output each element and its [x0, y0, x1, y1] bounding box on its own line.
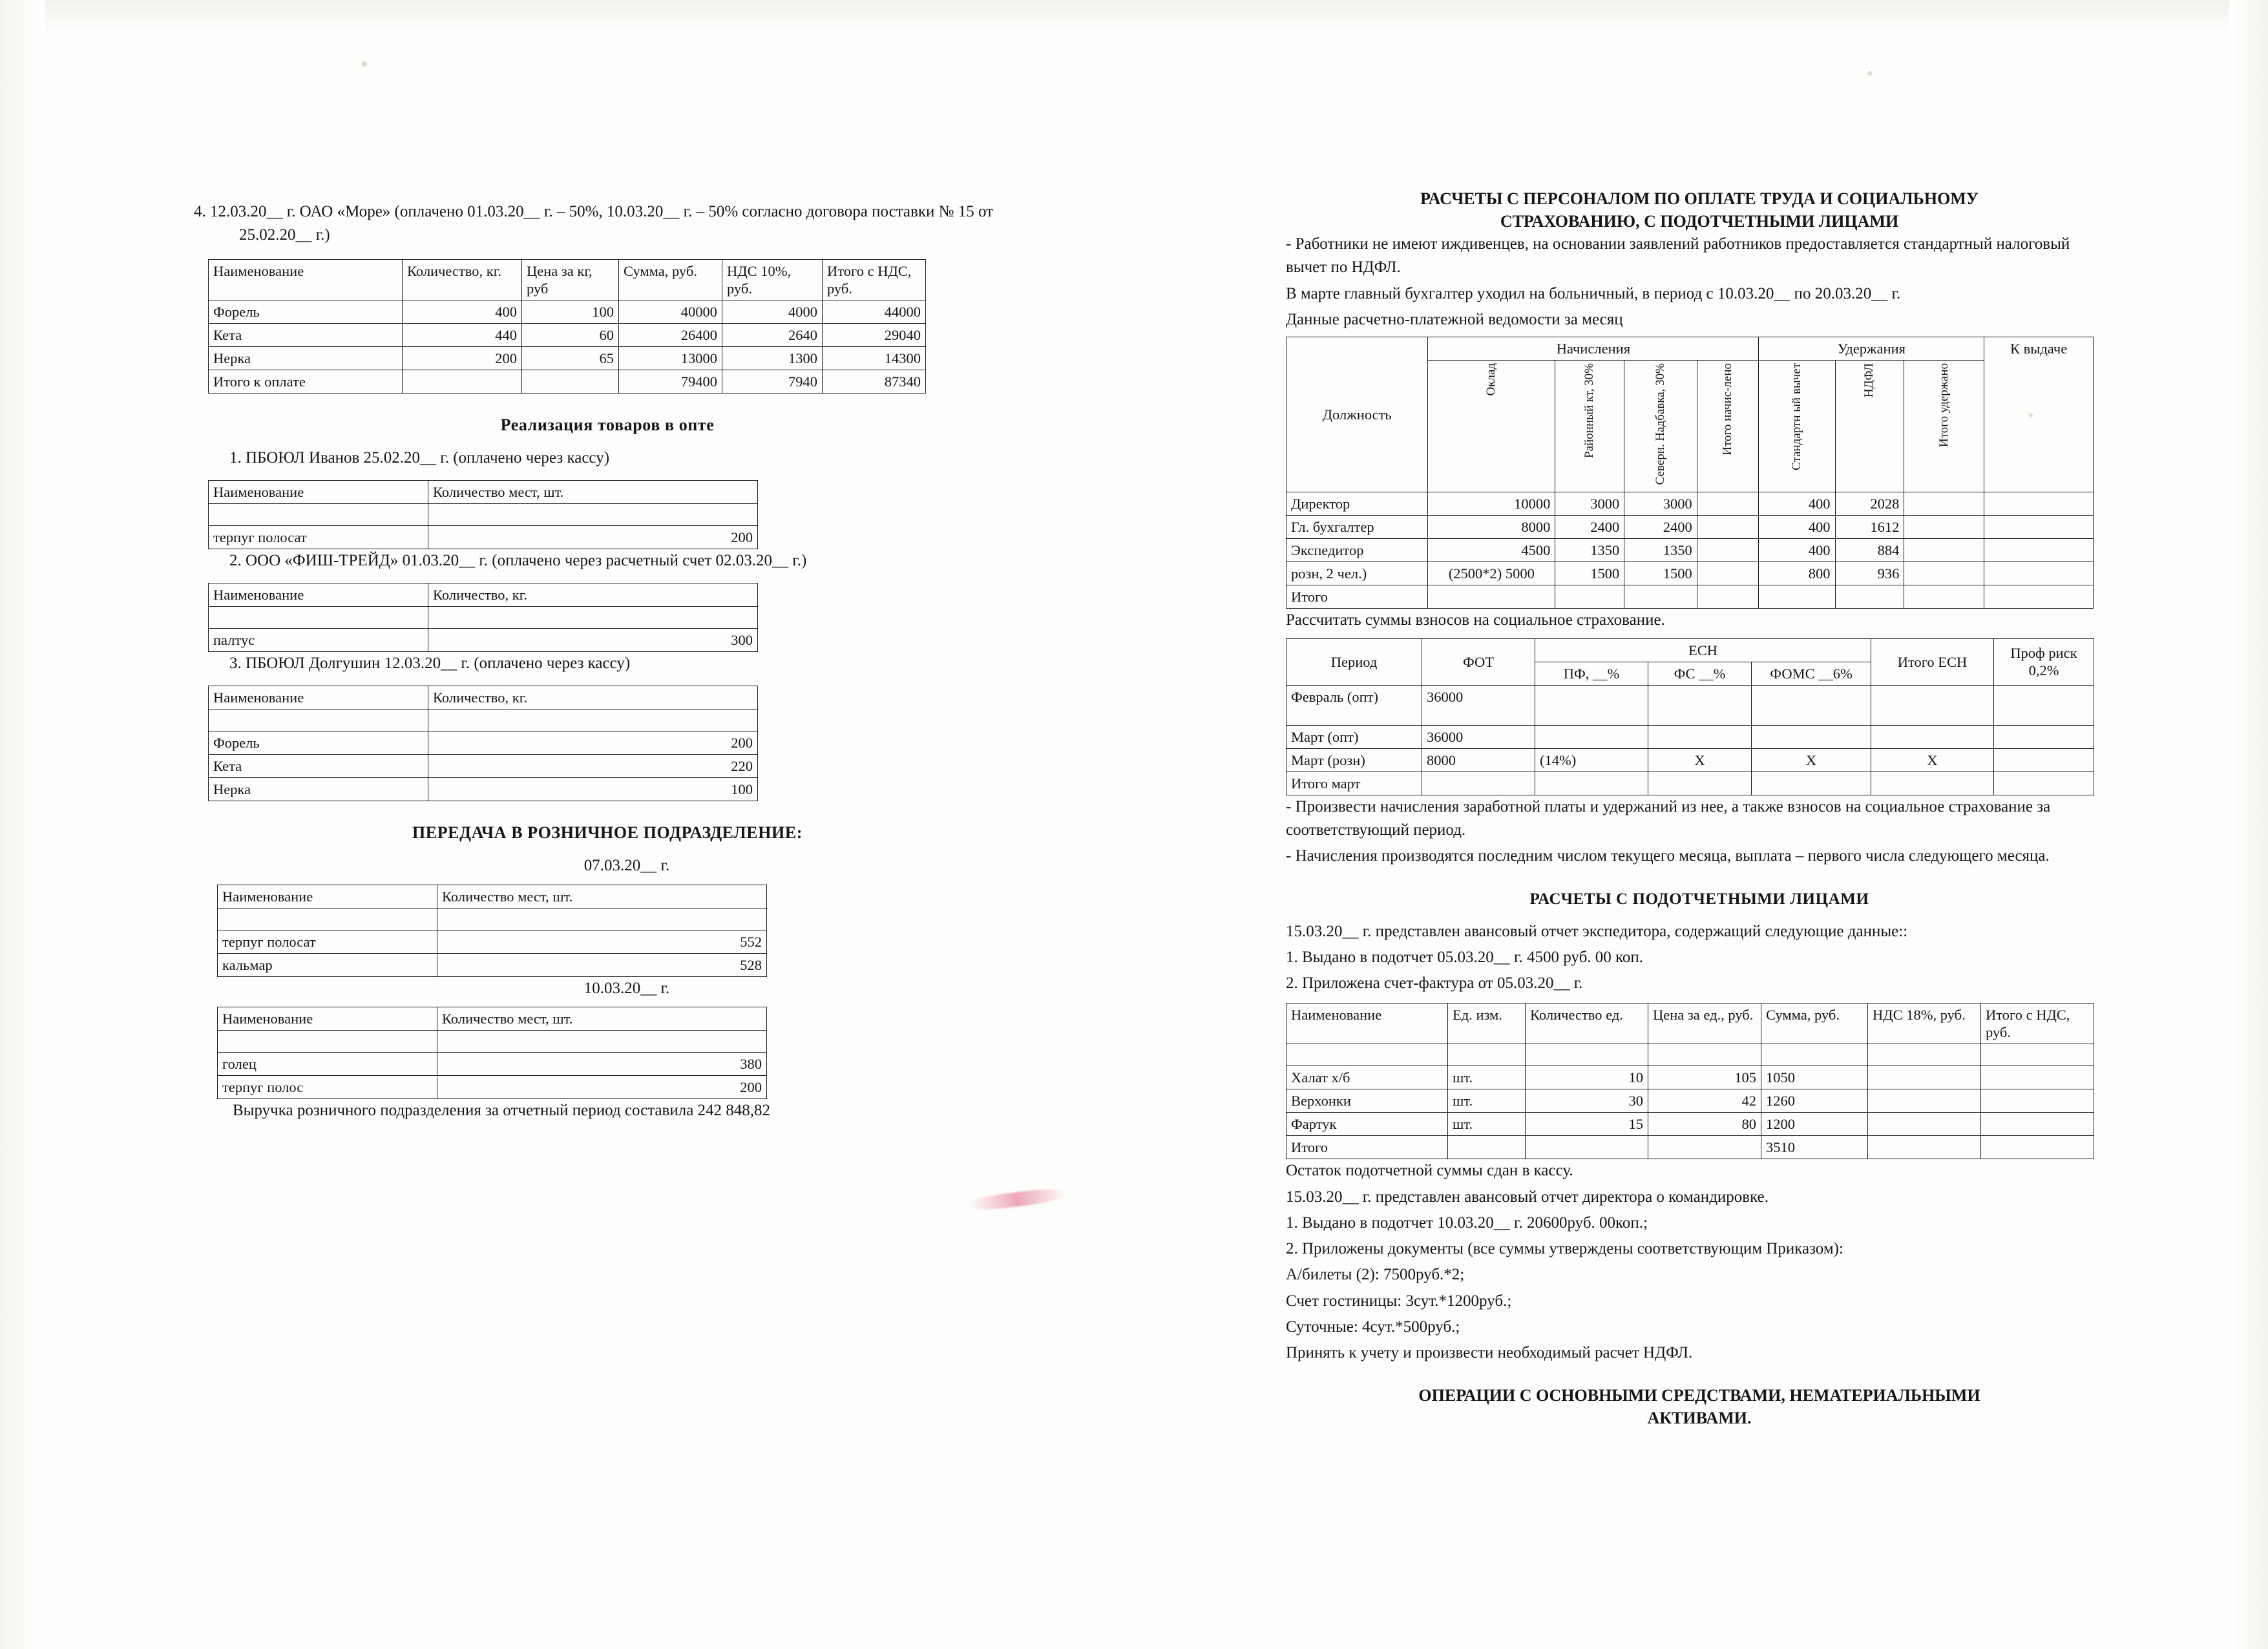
cell: Гл. бухгалтер [1286, 515, 1428, 538]
cell [1761, 1044, 1868, 1066]
cell: 400 [403, 300, 522, 323]
cell: 380 [437, 1052, 767, 1075]
cell [1535, 685, 1648, 725]
cell [1994, 685, 2094, 725]
cell: 2400 [1555, 515, 1624, 538]
table-row [209, 686, 758, 709]
transfer-date-2: 10.03.20__ г. [583, 979, 670, 997]
col-header: Количество, кг. [403, 259, 522, 300]
cell [1759, 585, 1835, 608]
cell: 1200 [1761, 1113, 1868, 1136]
cell [522, 370, 619, 393]
scan-speck [1867, 71, 1872, 76]
table-row [209, 370, 926, 393]
cell [1984, 492, 2094, 515]
table-row [209, 755, 758, 778]
cell: 1350 [1555, 538, 1624, 562]
section-title-fixed-assets [1286, 1384, 2113, 1429]
table-row [209, 503, 758, 525]
table-row [1286, 638, 2094, 662]
cell: 552 [437, 930, 767, 953]
item-2-text: 2. ООО «ФИШ-ТРЕЙД» 01.03.20__ г. (оплачено через расчетный счет 02.03.20__ г.) [229, 551, 807, 569]
payroll-note-3: Данные расчетно-платежной ведомости за месяц [1286, 310, 1623, 328]
cell [1697, 538, 1759, 562]
podotchet-note-3: 2. Приложена счет-фактура от 05.03.20__ г. [1286, 974, 1583, 993]
cell [1648, 772, 1752, 795]
col-header: Наименование [218, 1007, 437, 1030]
col-header: Количество, кг. [428, 583, 758, 607]
item-1-text: 1. ПБОЮЛ Иванов 25.02.20__ г. (оплачено через кассу) [229, 448, 610, 467]
cell: Кета [209, 323, 403, 346]
cell: 800 [1759, 562, 1835, 585]
cell: 1612 [1835, 515, 1904, 538]
cell [1904, 585, 1984, 608]
cell: 1500 [1555, 562, 1624, 585]
cell [437, 1030, 767, 1052]
payroll-note-2: В марте главный бухгалтер уходил на больничный, в период с 10.03.20__ по 20.03.20__ г. [1286, 284, 1901, 302]
cell [1981, 1044, 2094, 1066]
table-row [218, 930, 767, 953]
section-title-line-2: СТРАХОВАНИЮ, С ПОДОТЧЕТНЫМИ ЛИЦАМИ [1500, 212, 1899, 231]
table-row [1286, 337, 2094, 361]
col-header-prof-risk: Проф риск 0,2% [1994, 638, 2094, 685]
cell: кальмар [218, 953, 437, 976]
cell: 2028 [1835, 492, 1904, 515]
cell: 7940 [722, 370, 823, 393]
cell [1904, 515, 1984, 538]
cell [1984, 538, 2094, 562]
col-header: Количество мест, шт. [428, 480, 758, 503]
right-column [1286, 187, 2113, 1430]
col-header-regional: Районный кт, 30% [1555, 361, 1624, 492]
cell [1448, 1044, 1526, 1066]
scan-edge-right [2229, 0, 2268, 1649]
col-header-period: Период [1286, 638, 1422, 685]
cell: 400 [1759, 538, 1835, 562]
table-row [1286, 562, 2094, 585]
cell: Форель [209, 731, 428, 755]
cell [1994, 725, 2094, 748]
table-row [1286, 585, 2094, 608]
cell: 936 [1835, 562, 1904, 585]
cell: 300 [428, 629, 758, 652]
cell [428, 709, 758, 731]
cell: 2400 [1624, 515, 1697, 538]
cell [1871, 685, 1994, 725]
payroll-note-5: - Начисления производятся последним числом текущего месяца, выплата – первого числа следующего месяца. [1286, 847, 2050, 865]
col-header: Наименование [209, 259, 403, 300]
cell: 10000 [1428, 492, 1555, 515]
cell: 200 [428, 731, 758, 755]
cell: Итого [1286, 585, 1428, 608]
col-header: Наименование [1286, 1003, 1448, 1044]
col-header: Количество мест, шт. [437, 885, 767, 908]
cell [1526, 1136, 1648, 1159]
cell [1904, 562, 1984, 585]
table-row [209, 607, 758, 629]
cell: 42 [1648, 1089, 1761, 1113]
cell: розн, 2 чел.) [1286, 562, 1428, 585]
cell: шт. [1448, 1113, 1526, 1136]
table-row [218, 885, 767, 908]
section-title-os-line-1: ОПЕРАЦИИ С ОСНОВНЫМИ СРЕДСТВАМИ, НЕМАТЕРИАЛЬНЫМИ [1418, 1386, 1980, 1405]
cell: 440 [403, 323, 522, 346]
cell [1428, 585, 1555, 608]
table-dolgushin [208, 686, 758, 801]
col-header: Итого с НДС, руб. [823, 259, 926, 300]
col-header-oklad: Оклад [1428, 361, 1555, 492]
trip-note-4: А/билеты (2): 7500руб.*2; [1286, 1266, 1465, 1284]
table-row [209, 629, 758, 652]
cell [1648, 1044, 1761, 1066]
cell: 80 [1648, 1113, 1761, 1136]
cell: 10 [1526, 1066, 1648, 1089]
cell: 400 [1759, 515, 1835, 538]
cell: Директор [1286, 492, 1428, 515]
payroll-note-1: - Работники не имеют иждивенцев, на основании заявлений работников предоставляется стандартный налоговый вычет по НДФЛ. [1286, 235, 2070, 277]
cell: 3000 [1555, 492, 1624, 515]
cell: 65 [522, 346, 619, 370]
col-header-foms: ФОМС __6% [1752, 662, 1871, 685]
cell: 60 [522, 323, 619, 346]
cell: 1500 [1624, 562, 1697, 585]
table-row [1286, 1066, 2094, 1089]
cell [1752, 772, 1871, 795]
table-more-deliveries [208, 259, 926, 394]
section-title-os-line-2: АКТИВАМИ. [1647, 1409, 1752, 1428]
table-transfer-2 [217, 1007, 767, 1099]
cell [1871, 725, 1994, 748]
cell [1904, 492, 1984, 515]
cell: Март (опт) [1286, 725, 1422, 748]
cell: 4000 [722, 300, 823, 323]
cell [1984, 562, 2094, 585]
section-title-line-1: РАСЧЕТЫ С ПЕРСОНАЛОМ ПО ОПЛАТЕ ТРУДА И СОЦИАЛЬНОМУ [1420, 189, 1979, 208]
col-header-pf: ПФ, __% [1535, 662, 1648, 685]
table-esn [1286, 638, 2094, 795]
cell [1835, 585, 1904, 608]
cell: Нерка [209, 346, 403, 370]
cell [1868, 1044, 1981, 1066]
cell: Март (розн) [1286, 748, 1422, 772]
heading-transfer-retail: ПЕРЕДАЧА В РОЗНИЧНОЕ ПОДРАЗДЕЛЕНИЕ: [412, 823, 803, 843]
table-row [218, 908, 767, 930]
cell: 13000 [619, 346, 722, 370]
cell [1648, 725, 1752, 748]
cell: 14300 [823, 346, 926, 370]
cell: 40000 [619, 300, 722, 323]
esn-instruction: Рассчитать суммы взносов на социальное страхование. [1286, 611, 1665, 629]
cell: (14%) [1535, 748, 1648, 772]
cell [1697, 562, 1759, 585]
col-header-position: Должность [1286, 337, 1428, 492]
table-row [1286, 1113, 2094, 1136]
cell: Экспедитор [1286, 538, 1428, 562]
col-header-standard-deduction: Стандартн ый вычет [1759, 361, 1835, 492]
cell: 220 [428, 755, 758, 778]
cell: Кета [209, 755, 428, 778]
cell [403, 370, 522, 393]
cell: 4500 [1428, 538, 1555, 562]
cell [1422, 772, 1535, 795]
cell: терпуг полосат [209, 525, 428, 549]
col-header: Количество мест, шт. [437, 1007, 767, 1030]
trip-note-5: Счет гостиницы: 3сут.*1200руб.; [1286, 1292, 1512, 1310]
table-row [209, 323, 926, 346]
cell: 36000 [1422, 685, 1535, 725]
trip-note-6: Суточные: 4сут.*500руб.; [1286, 1318, 1460, 1336]
cell [1868, 1066, 1981, 1089]
cell: 200 [428, 525, 758, 549]
table-row [209, 525, 758, 549]
col-header-accruals: Начисления [1428, 337, 1759, 361]
cell: Нерка [209, 778, 428, 801]
cell: 36000 [1422, 725, 1535, 748]
cell: 1260 [1761, 1089, 1868, 1113]
table-row [218, 1052, 767, 1075]
cell: 30 [1526, 1089, 1648, 1113]
table-payroll [1286, 337, 2094, 608]
col-header-total-accrued: Итого начис-лено [1697, 361, 1759, 492]
cell [1535, 725, 1648, 748]
cell [1871, 772, 1994, 795]
col-header: Количество, кг. [428, 686, 758, 709]
scan-speck [362, 61, 367, 67]
cell: Х [1648, 748, 1752, 772]
cell [1868, 1136, 1981, 1159]
cell: Февраль (опт) [1286, 685, 1422, 725]
table-row [209, 346, 926, 370]
cell [209, 503, 428, 525]
cell: 400 [1759, 492, 1835, 515]
cell [1752, 725, 1871, 748]
cell: 200 [437, 1075, 767, 1098]
cell: 3000 [1624, 492, 1697, 515]
cell: Итого к оплате [209, 370, 403, 393]
cell: (2500*2) 5000 [1428, 562, 1555, 585]
item-4-text: 4. 12.03.20__ г. ОАО «Море» (оплачено 01.03.20__ г. – 50%, 10.03.20__ г. – 50% согласно договора поставки № 15 от 25.02.20__ г.) [194, 203, 994, 244]
table-row [1286, 1089, 2094, 1113]
col-header-fot: ФОТ [1422, 638, 1535, 685]
cell [1286, 1044, 1448, 1066]
podotchet-note-4: Остаток подотчетной суммы сдан в кассу. [1286, 1162, 1573, 1180]
trip-note-1: 15.03.20__ г. представлен авансовый отчет директора о командировке. [1286, 1188, 1769, 1206]
item-3-text: 3. ПБОЮЛ Долгушин 12.03.20__ г. (оплачено через кассу) [229, 655, 631, 672]
cell: 44000 [823, 300, 926, 323]
cell: Х [1752, 748, 1871, 772]
col-header-payout: К выдаче [1984, 337, 2094, 492]
table-row [1286, 1136, 2094, 1159]
table-row [209, 583, 758, 607]
cell [1981, 1136, 2094, 1159]
col-header-total-withheld: Итого удержано [1904, 361, 1984, 492]
cell: Форель [209, 300, 403, 323]
cell [1697, 515, 1759, 538]
cell: 1300 [722, 346, 823, 370]
cell: 528 [437, 953, 767, 976]
cell: 15 [1526, 1113, 1648, 1136]
scan-edge-top [0, 0, 2268, 39]
table-row [209, 709, 758, 731]
table-advance-report [1286, 1003, 2094, 1159]
cell [218, 1030, 437, 1052]
cell [1984, 585, 2094, 608]
cell: Халат х/б [1286, 1066, 1448, 1089]
col-header: Наименование [209, 480, 428, 503]
cell: 87340 [823, 370, 926, 393]
table-row [1286, 1003, 2094, 1044]
cell [1994, 772, 2094, 795]
pink-highlight-mark [969, 1186, 1067, 1212]
cell [209, 607, 428, 629]
table-row [1286, 685, 2094, 725]
cell: 26400 [619, 323, 722, 346]
cell: 884 [1835, 538, 1904, 562]
cell [1868, 1113, 1981, 1136]
col-header-northern: Северн. Надбавка, 30% [1624, 361, 1697, 492]
table-row [218, 1075, 767, 1098]
section-title-podotchet: РАСЧЕТЫ С ПОДОТЧЕТНЫМИ ЛИЦАМИ [1529, 890, 1869, 908]
table-row [218, 953, 767, 976]
cell [1981, 1089, 2094, 1113]
table-transfer-1 [217, 885, 767, 977]
col-header-total-esn: Итого ЕСН [1871, 638, 1994, 685]
cell: терпуг полосат [218, 930, 437, 953]
cell: шт. [1448, 1066, 1526, 1089]
table-row [209, 731, 758, 755]
transfer-date-1: 07.03.20__ г. [583, 857, 670, 875]
podotchet-note-2: 1. Выдано в подотчет 05.03.20__ г. 4500 руб. 00 коп. [1286, 948, 1644, 966]
trip-note-3: 2. Приложены документы (все суммы утверждены соответствующим Приказом): [1286, 1240, 1843, 1258]
table-row [1286, 515, 2094, 538]
col-header: Количество ед. [1526, 1003, 1648, 1044]
col-header: Сумма, руб. [619, 259, 722, 300]
cell: 1350 [1624, 538, 1697, 562]
cell: 29040 [823, 323, 926, 346]
cell [428, 607, 758, 629]
table-row [209, 259, 926, 300]
trip-note-7: Принять к учету и произвести необходимый расчет НДФЛ. [1286, 1344, 1693, 1362]
cell: 2640 [722, 323, 823, 346]
cell [1697, 492, 1759, 515]
trip-note-2: 1. Выдано в подотчет 10.03.20__ г. 20600руб. 00коп.; [1286, 1213, 1648, 1232]
section-title-payroll [1286, 187, 2113, 233]
cell [428, 503, 758, 525]
cell [1624, 585, 1697, 608]
cell [1526, 1044, 1648, 1066]
cell [218, 908, 437, 930]
cell [437, 908, 767, 930]
payroll-note-4: - Произвести начисления заработной платы и удержаний из нее, а также взносов на социальное страхование за соответствующий период. [1286, 797, 2051, 839]
scan-edge-left [0, 0, 45, 1649]
cell: 3510 [1761, 1136, 1868, 1159]
cell: 8000 [1422, 748, 1535, 772]
cell [1981, 1113, 2094, 1136]
cell: 100 [428, 778, 758, 801]
cell: Верхонки [1286, 1089, 1448, 1113]
cell: палтус [209, 629, 428, 652]
cell [1648, 1136, 1761, 1159]
cell [1535, 772, 1648, 795]
cell: 105 [1648, 1066, 1761, 1089]
cell [209, 709, 428, 731]
table-row [209, 480, 758, 503]
cell: Итого [1286, 1136, 1448, 1159]
table-row [209, 300, 926, 323]
cell: 79400 [619, 370, 722, 393]
col-header-esn: ЕСН [1535, 638, 1871, 662]
col-header: Сумма, руб. [1761, 1003, 1868, 1044]
cell: 1050 [1761, 1066, 1868, 1089]
cell: Итого март [1286, 772, 1422, 795]
heading-opt-sales: Реализация товаров в опте [500, 415, 715, 434]
col-header: Цена за кг, руб [522, 259, 619, 300]
left-column [194, 200, 1021, 1125]
cell [1448, 1136, 1526, 1159]
col-header: Ед. изм. [1448, 1003, 1526, 1044]
cell [1648, 685, 1752, 725]
podotchet-note-1: 15.03.20__ г. представлен авансовый отчет экспедитора, содержащий следующие данные:: [1286, 922, 1908, 940]
table-row [1286, 492, 2094, 515]
col-header: НДС 10%, руб. [722, 259, 823, 300]
cell: голец [218, 1052, 437, 1075]
table-row [1286, 725, 2094, 748]
table-row [218, 1030, 767, 1052]
cell [1904, 538, 1984, 562]
cell [1984, 515, 2094, 538]
table-row [209, 778, 758, 801]
cell: 8000 [1428, 515, 1555, 538]
cell [1868, 1089, 1981, 1113]
table-row [1286, 772, 2094, 795]
cell: Х [1871, 748, 1994, 772]
col-header: Цена за ед., руб. [1648, 1003, 1761, 1044]
cell [1981, 1066, 2094, 1089]
cell [1994, 748, 2094, 772]
table-row [1286, 748, 2094, 772]
cell [1697, 585, 1759, 608]
cell [1555, 585, 1624, 608]
cell: шт. [1448, 1089, 1526, 1113]
col-header-fs: ФС __% [1648, 662, 1752, 685]
col-header: НДС 18%, руб. [1868, 1003, 1981, 1044]
retail-revenue-text: Выручка розничного подразделения за отчетный период составила 242 848,82 [233, 1101, 771, 1119]
cell: Фартук [1286, 1113, 1448, 1136]
table-fishtrade [208, 583, 758, 652]
col-header: Наименование [209, 583, 428, 607]
cell: 100 [522, 300, 619, 323]
table-row [1286, 1044, 2094, 1066]
col-header-ndfl: НДФЛ [1835, 361, 1904, 492]
cell: терпуг полос [218, 1075, 437, 1098]
table-row [1286, 538, 2094, 562]
cell [1752, 685, 1871, 725]
table-ivanov [208, 480, 758, 549]
col-header: Наименование [218, 885, 437, 908]
cell: 200 [403, 346, 522, 370]
col-header-deductions: Удержания [1759, 337, 1984, 361]
table-row [218, 1007, 767, 1030]
col-header: Итого с НДС, руб. [1981, 1003, 2094, 1044]
col-header: Наименование [209, 686, 428, 709]
